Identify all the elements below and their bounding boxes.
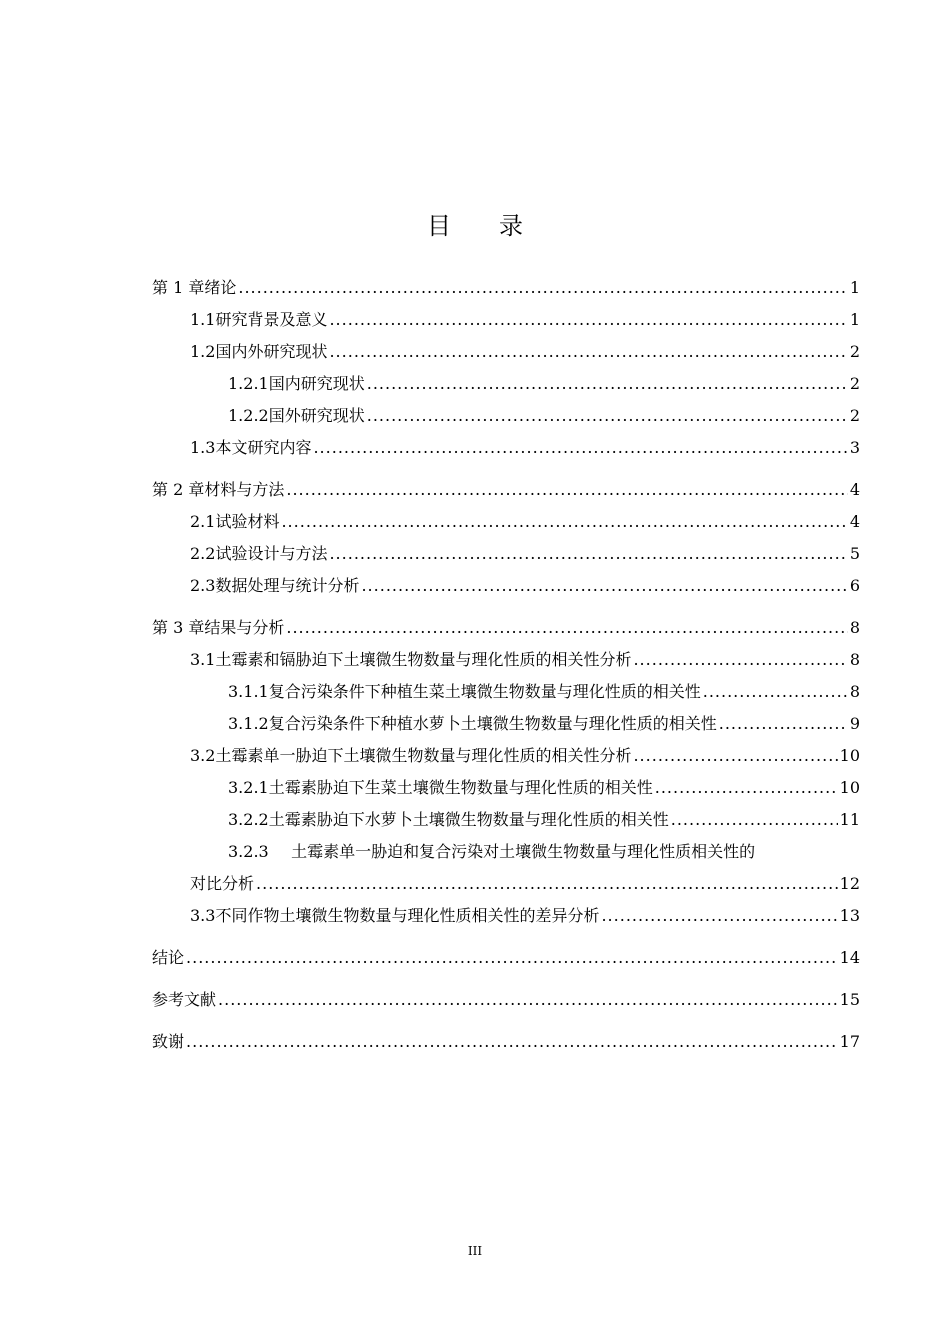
- title-char-2: 录: [499, 212, 523, 240]
- toc-num: 1.2.1: [228, 374, 269, 393]
- leader-dots: [633, 740, 837, 772]
- toc-num: 1.3: [190, 438, 216, 457]
- toc-chapter-1[interactable]: [152, 272, 860, 304]
- toc-num: 1.2.2: [228, 406, 269, 425]
- toc-page: 2: [849, 406, 860, 425]
- toc-label: 试验设计与方法: [215, 544, 328, 563]
- toc-page: 15: [839, 990, 860, 1009]
- page-title: [0, 206, 950, 241]
- toc-label: 国内外研究现状: [215, 342, 328, 361]
- toc-num: 3.2.1: [228, 778, 269, 797]
- leader-dots: [238, 272, 847, 304]
- toc-label-line2: 对比分析: [190, 874, 255, 893]
- title-char-1: 目: [427, 212, 451, 240]
- toc-section-3-1[interactable]: [152, 644, 860, 676]
- toc-label: 本文研究内容: [215, 438, 312, 457]
- leader-dots: [719, 708, 848, 740]
- toc-page: 12: [839, 874, 860, 893]
- toc-num: 3.1.2: [228, 714, 269, 733]
- toc-num: 第 2 章: [152, 480, 205, 499]
- toc-num: 3.1: [190, 650, 216, 669]
- table-of-contents: [152, 272, 860, 1058]
- toc-num: 1.1: [190, 310, 216, 329]
- leader-dots: [286, 474, 847, 506]
- leader-dots: [361, 570, 847, 602]
- leader-dots: [601, 900, 837, 932]
- toc-section-2-2[interactable]: [152, 538, 860, 570]
- toc-page: 2: [849, 374, 860, 393]
- toc-num: 2.2: [190, 544, 216, 563]
- toc-section-3-2[interactable]: [152, 740, 860, 772]
- toc-page: 4: [849, 480, 860, 499]
- toc-section-2-3[interactable]: [152, 570, 860, 602]
- toc-section-1-2[interactable]: [152, 336, 860, 368]
- toc-section-3-2-3-cont[interactable]: [152, 868, 860, 900]
- toc-label: 试验材料: [215, 512, 280, 531]
- toc-label: 材料与方法: [204, 480, 285, 499]
- toc-page: 5: [849, 544, 860, 563]
- toc-label: 土霉素胁迫下生菜土壤微生物数量与理化性质的相关性: [268, 778, 653, 797]
- leader-dots: [329, 538, 847, 570]
- page-number: III: [467, 1244, 483, 1258]
- toc-section-3-1-1[interactable]: [152, 676, 860, 708]
- toc-label: 致谢: [152, 1032, 185, 1051]
- toc-page: 8: [849, 650, 860, 669]
- leader-dots: [703, 676, 848, 708]
- toc-num: 2.3: [190, 576, 216, 595]
- toc-label: 参考文献: [152, 990, 217, 1009]
- toc-page: 1: [849, 278, 860, 297]
- toc-label: 结论: [152, 948, 185, 967]
- toc-thanks[interactable]: [152, 1026, 860, 1058]
- toc-section-3-1-2[interactable]: [152, 708, 860, 740]
- toc-label: 土霉素和镉胁迫下土壤微生物数量与理化性质的相关性分析: [215, 650, 632, 669]
- toc-label: 绪论: [204, 278, 237, 297]
- toc-page: 17: [839, 1032, 860, 1051]
- leader-dots: [633, 644, 847, 676]
- toc-page: 9: [849, 714, 860, 733]
- leader-dots: [671, 804, 838, 836]
- leader-dots: [367, 400, 848, 432]
- leader-dots: [329, 304, 847, 336]
- toc-num: 3.2.2: [228, 810, 269, 829]
- toc-label: 土霉素单一胁迫下土壤微生物数量与理化性质的相关性分析: [215, 746, 632, 765]
- toc-page: 1: [849, 310, 860, 329]
- toc-page: 3: [849, 438, 860, 457]
- toc-label: 数据处理与统计分析: [215, 576, 360, 595]
- toc-num: 2.1: [190, 512, 216, 531]
- toc-page: 8: [849, 682, 860, 701]
- toc-section-1-2-2[interactable]: [152, 400, 860, 432]
- toc-section-1-2-1[interactable]: [152, 368, 860, 400]
- toc-label: 复合污染条件下种植水萝卜土壤微生物数量与理化性质的相关性: [268, 714, 717, 733]
- toc-label: 国外研究现状: [268, 406, 365, 425]
- leader-dots: [218, 984, 838, 1016]
- toc-num: 3.2.3: [228, 842, 269, 861]
- toc-section-3-2-1[interactable]: [152, 772, 860, 804]
- leader-dots: [281, 506, 847, 538]
- toc-page: 13: [839, 906, 860, 925]
- toc-section-2-1[interactable]: [152, 506, 860, 538]
- toc-section-1-3[interactable]: [152, 432, 860, 464]
- leader-dots: [313, 432, 847, 464]
- toc-section-3-2-3[interactable]: [152, 836, 860, 868]
- toc-num: 3.2: [190, 746, 216, 765]
- leader-dots: [655, 772, 838, 804]
- toc-label: 结果与分析: [204, 618, 285, 637]
- leader-dots: [329, 336, 847, 368]
- toc-label: 国内研究现状: [268, 374, 365, 393]
- leader-dots: [367, 368, 848, 400]
- toc-page: 2: [849, 342, 860, 361]
- toc-num: 第 1 章: [152, 278, 205, 297]
- toc-conclusion[interactable]: [152, 942, 860, 974]
- toc-section-3-3[interactable]: [152, 900, 860, 932]
- toc-label: 土霉素胁迫下水萝卜土壤微生物数量与理化性质的相关性: [268, 810, 669, 829]
- leader-dots: [286, 612, 847, 644]
- toc-label: 不同作物土壤微生物数量与理化性质相关性的差异分析: [215, 906, 600, 925]
- toc-num: 3.1.1: [228, 682, 269, 701]
- toc-page: 6: [849, 576, 860, 595]
- toc-chapter-2[interactable]: [152, 474, 860, 506]
- toc-page: 11: [839, 810, 860, 829]
- toc-chapter-3[interactable]: [152, 612, 860, 644]
- toc-page: 4: [849, 512, 860, 531]
- toc-page: 10: [839, 778, 860, 797]
- toc-page: 8: [849, 618, 860, 637]
- leader-dots: [186, 1026, 838, 1058]
- leader-dots: [256, 868, 838, 900]
- toc-references[interactable]: [152, 984, 860, 1016]
- toc-page: 14: [839, 948, 860, 967]
- toc-num: 1.2: [190, 342, 216, 361]
- toc-section-1-1[interactable]: [152, 304, 860, 336]
- toc-page: 10: [839, 746, 860, 765]
- toc-label: 复合污染条件下种植生菜土壤微生物数量与理化性质的相关性: [268, 682, 701, 701]
- toc-section-3-2-2[interactable]: [152, 804, 860, 836]
- toc-num: 3.3: [190, 906, 216, 925]
- leader-dots: [186, 942, 838, 974]
- toc-label-line1: 土霉素单一胁迫和复合污染对土壤微生物数量与理化性质相关性的: [291, 842, 756, 861]
- toc-num: 第 3 章: [152, 618, 205, 637]
- toc-label: 研究背景及意义: [215, 310, 328, 329]
